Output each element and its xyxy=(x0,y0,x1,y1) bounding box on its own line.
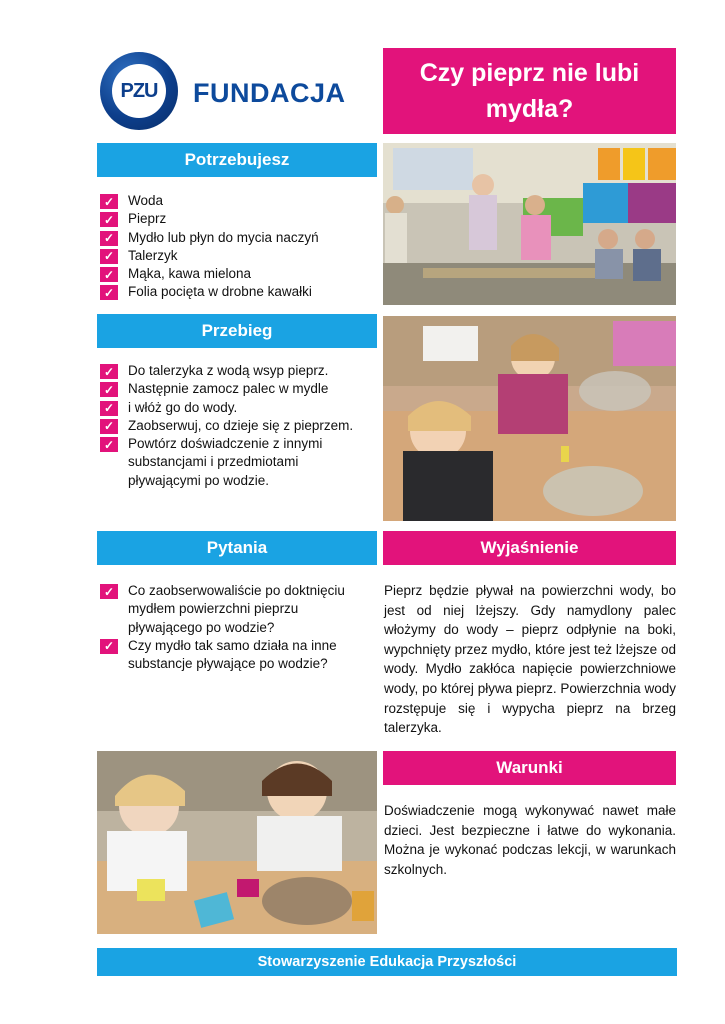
footer-text: Stowarzyszenie Edukacja Przyszłości xyxy=(257,954,517,970)
list-item: ✓ i włóż go do wody. xyxy=(100,399,380,417)
procedure-list xyxy=(100,362,380,490)
foundation-name: FUNDACJA xyxy=(193,78,346,108)
questions-heading-text: Pytania xyxy=(206,538,268,557)
checkmark-icon: ✓ xyxy=(100,267,118,282)
checkmark-icon: ✓ xyxy=(100,584,118,599)
list-item: pływającego po wodzie? xyxy=(128,619,275,635)
title-banner xyxy=(383,48,676,134)
list-item: substancje pływające po wodzie? xyxy=(128,656,328,672)
list-item: substancjami i przedmiotami xyxy=(128,454,299,470)
questions-heading xyxy=(97,531,377,565)
list-item: ✓ Powtórz doświadczenie z innymi xyxy=(100,435,380,453)
explanation-heading xyxy=(383,531,676,565)
checkmark-icon: ✓ xyxy=(100,639,118,654)
list-item: ✓ Pieprz xyxy=(100,210,380,228)
list-item: ✓ Następnie zamocz palec w mydle xyxy=(100,380,380,398)
conditions-heading xyxy=(383,751,676,785)
needs-list xyxy=(100,192,380,302)
list-item: pływającymi po wodzie. xyxy=(128,472,270,488)
questions-list xyxy=(100,582,380,673)
checkmark-icon: ✓ xyxy=(100,364,118,379)
pzu-logo-inner xyxy=(112,64,166,118)
classroom-photo xyxy=(383,143,676,305)
checkmark-icon: ✓ xyxy=(100,212,118,227)
list-item: ✓ Talerzyk xyxy=(100,247,380,265)
list-item: ✓ Zaobserwuj, co dzieje się z pieprzem. xyxy=(100,417,380,435)
checkmark-icon: ✓ xyxy=(100,401,118,416)
conditions-text: Doświadczenie mogą wykonywać nawet małe dzieci. Jest bezpieczne i łatwe do wykonania. Można je wykonać podczas lekcji, w warunkach szkolnych. xyxy=(384,803,676,877)
list-item: mydłem powierzchni pieprzu xyxy=(128,601,299,617)
checkmark-icon: ✓ xyxy=(100,249,118,264)
checkmark-icon: ✓ xyxy=(100,285,118,300)
checkmark-icon: ✓ xyxy=(100,194,118,209)
checkmark-icon: ✓ xyxy=(100,231,118,246)
list-item: ✓ Czy mydło tak samo działa na inne xyxy=(100,637,380,655)
children-photo xyxy=(97,751,377,934)
needs-heading xyxy=(97,143,377,177)
footer-banner xyxy=(97,948,677,976)
conditions-heading-text: Warunki xyxy=(496,758,563,777)
explanation-heading-text: Wyjaśnienie xyxy=(480,538,579,557)
list-item: ✓ Mąka, kawa mielona xyxy=(100,265,380,283)
checkmark-icon: ✓ xyxy=(100,437,118,452)
list-item: ✓ Mydło lub płyn do mycia naczyń xyxy=(100,229,380,247)
page-title: Czy pieprz nie lubi mydła? xyxy=(419,59,640,123)
pzu-logo-mark: PZU xyxy=(120,79,158,102)
list-item: ✓ Do talerzyka z wodą wsyp pieprz. xyxy=(100,362,380,380)
list-item: ✓ Co zaobserwowaliście po doktnięciu xyxy=(100,582,380,600)
pzu-logo xyxy=(100,52,178,130)
procedure-heading xyxy=(97,314,377,348)
checkmark-icon: ✓ xyxy=(100,419,118,434)
list-item: ✓ Folia pocięta w drobne kawałki xyxy=(100,283,380,301)
explanation-text: Pieprz będzie pływał na powierzchni wody, bo jest od niej lżejszy. Gdy namydlony palec włożymy do wody – pieprz odpłynie na boki, wypchnięty przez mydło, które jest też lżejsze od wody. Mydło zakłóca napięcie powierzchniowe wody, po której pływa pieprz. Powierzchnia wody rozstępuje się i wypycha pieprz na brzeg talerzyka. xyxy=(384,583,676,736)
procedure-heading-text: Przebieg xyxy=(201,321,273,340)
list-item: ✓ Woda xyxy=(100,192,380,210)
needs-heading-text: Potrzebujesz xyxy=(184,150,290,169)
checkmark-icon: ✓ xyxy=(100,382,118,397)
experiment-photo xyxy=(383,316,676,521)
